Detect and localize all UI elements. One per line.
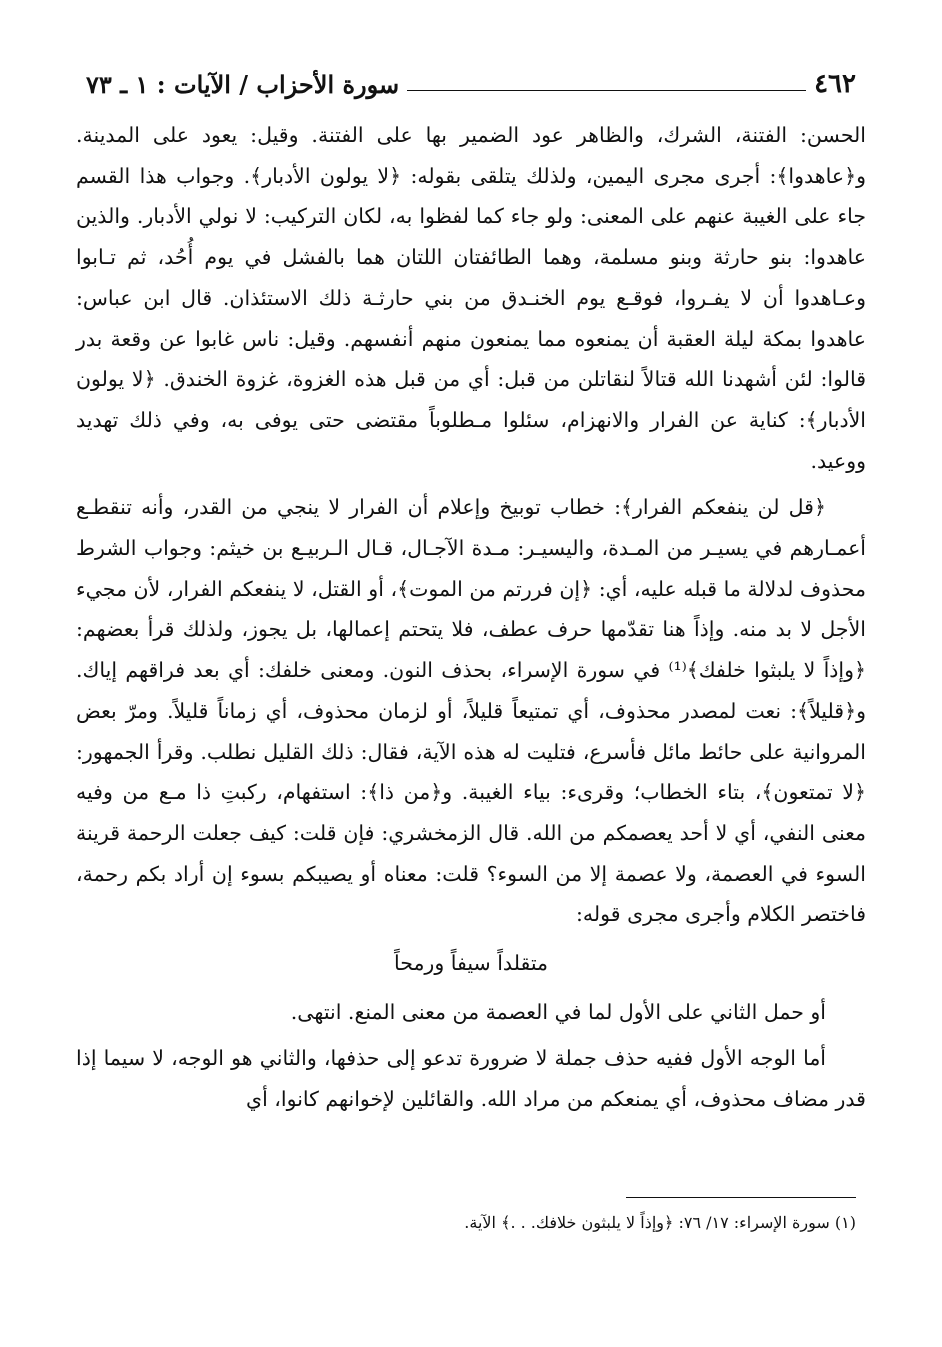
paragraph-1: الحسن: الفتنة، الشرك، والظاهر عود الضمير بها على الفتنة. وقيل: يعود على المدينة. و﴿عاهدوا﴾: أجرى مجرى اليمين، ولذلك يتلقى بقوله: ﴿لا يولون الأدبار﴾. وجواب هذا القسم جاء على الغيبة عنهم على المعنى: ولو جاء كما لفظوا به، لكان التركيب: لا نولي الأدبار. والذين عاهدوا: بنو حارثة وبنو مسلمة، وهما الطائفتان اللتان هما بالفشل في يوم أُحُد، ثم تـابوا وعـاهدوا أن لا يفـروا، فوقـع يوم الخنـدق من بني حارثـة ذلك الاستئذان. قال ابن عباس: عاهدوا بمكة ليلة العقبة أن يمنعوه مما يمنعون منهم أنفسهم. وقيل: ناس غابوا عن وقعة بدر قالوا: لئن أشهدنا الله قتالاً لنقاتلن من قبل: أي من قبل هذه الغزوة، غزوة الخندق. ﴿لا يولون الأدبار﴾: كناية عن الفرار والانهزام، سئلوا مـطلوباً مقتضى حتى يوفى به، وفي ذلك تهديد ووعيد. <box>76 123 866 473</box>
paragraph-4: أما الوجه الأول ففيه حذف جملة لا ضرورة تدعو إلى حذفها، والثاني هو الوجه، لا سيما إذا قدر مضاف محذوف، أي يمنعكم من مراد الله. والقائلين لإخوانهم كانوا، أي <box>76 1046 866 1112</box>
page-header <box>86 64 856 104</box>
running-title: سورة الأحزاب / الآيات : ١ ـ ٧٣ <box>86 69 400 99</box>
paragraph-3: أو حمل الثاني على الأول لما في العصمة من معنى المنع. انتهى. <box>290 999 826 1024</box>
footnote-rule <box>626 1197 856 1198</box>
verse-line: متقلداً سيفاً ورمحاً <box>393 951 549 976</box>
footnote: (١) سورة الإسراء: ١٧/ ٧٦: ﴿وإذاً لا يلبثون خلافك. . .﴾ الآية. <box>464 1213 856 1232</box>
main-text <box>76 115 866 1120</box>
paragraph-2: ﴿قل لن ينفعكم الفرار﴾: خطاب توبيخ وإعلام أن الفرار لا ينجي من القدر، وأنه تنقطـع أعمـارهم في يسيـر من المـدة، واليسيـر: مـدة الآجـال، قـال الـربيـع بن خيثم: وجواب الشرط محذوف لدلالة ما قبله عليه، أي: ﴿إن فررتم من الموت﴾، أو القتل، لا ينفعكم الفرار، لأن مجيء الأجل لا بد منه. وإذاً هنا تقدّمها حرف عطف، فلا يتحتم إعمالها، بل يجوز، ولذلك قرأ بعضهم: ﴿وإذاً لا يلبثوا خلفك﴾⁽¹⁾ في سورة الإسراء، بحذف النون. ومعنى خلفك: أي بعد فراقهم إياك. و﴿قليلاً﴾: نعت لمصدر محذوف، أي تمتيعاً قليلاً، أو لزمان محذوف، أي زماناً قليلاً. ومرّ بعض المروانية على حائط مائل فأسرع، فتليت له هذه الآية، فقال: ذلك القليل نطلب. وقرأ الجمهور: ﴿لا تمتعون﴾، بتاء الخطاب؛ وقرىء: بياء الغيبة. و﴿من ذا﴾: استفهام، ركبتِ ذا مـع من وفيه معنى النفي، أي لا أحد يعصمكم من الله. قال الزمخشري: فإن قلت: كيف جعلت الرحمة قرينة السوء في العصمة، ولا عصمة إلا من السوء؟ قلت: معناه أو يصيبكم بسوء إن أراد بكم رحمة، فاختصر الكلام وأجرى مجرى قوله: <box>76 495 866 927</box>
header-rule <box>407 90 806 91</box>
page-number: ٤٦٢ <box>814 69 856 99</box>
